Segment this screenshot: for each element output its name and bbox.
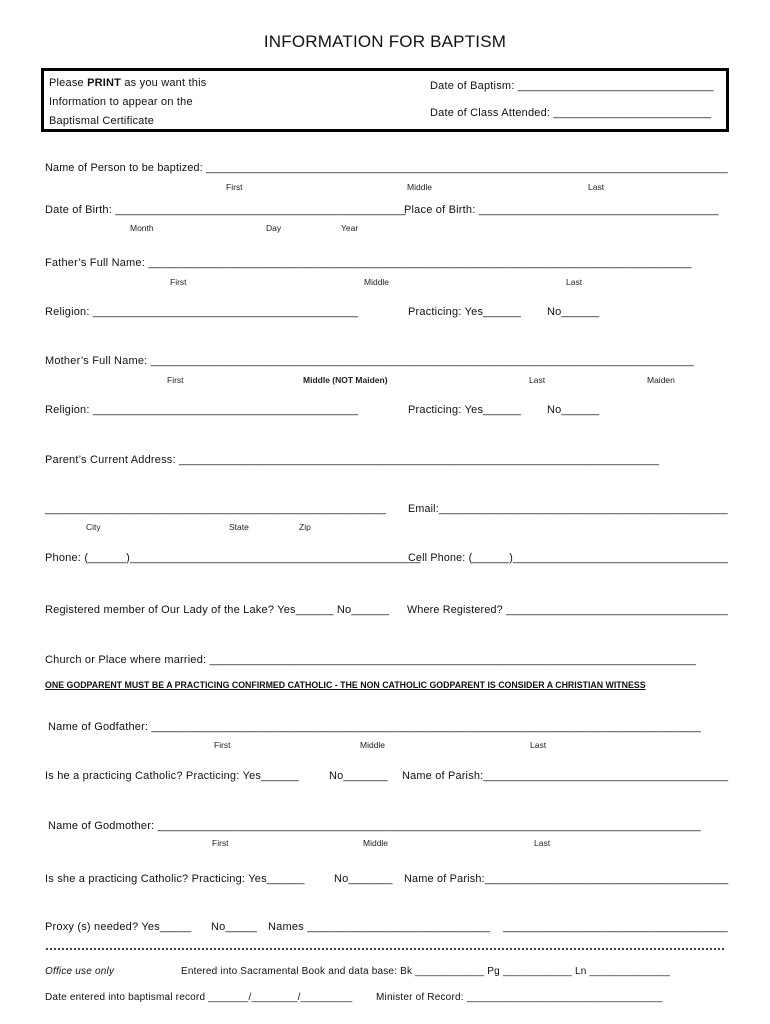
godmother-practicing-yes[interactable]: Is she a practicing Catholic? Practicing: Yes______ <box>45 873 305 885</box>
mother-first-label: First <box>167 375 184 385</box>
mother-practicing-yes[interactable]: Practicing: Yes______ <box>408 404 522 416</box>
print-instruction-line2: Information to appear on the <box>49 96 193 108</box>
person-name-field[interactable]: Name of Person to be baptized: ____________________________________________________________________________________ <box>45 162 728 174</box>
place-of-birth-field[interactable]: Place of Birth: ______________________________________ <box>404 204 719 216</box>
godfather-middle-label: Middle <box>360 740 386 750</box>
mother-middle-label: Middle (NOT Maiden) <box>303 375 388 385</box>
mother-name-field[interactable]: Mother’s Full Name: ______________________________________________________________________________________ <box>45 355 694 367</box>
print-instruction-line3: Baptismal Certificate <box>49 115 155 127</box>
registered-member-field[interactable]: Registered member of Our Lady of the Lake? Yes______ No______ <box>45 604 390 616</box>
father-name-field[interactable]: Father’s Full Name: ______________________________________________________________________________________ <box>45 257 692 269</box>
person-first-label: First <box>226 182 243 192</box>
birth-day-label: Day <box>266 223 282 233</box>
person-last-label: Last <box>588 182 605 192</box>
proxy-names-field[interactable]: Names _____________________________ <box>268 921 491 933</box>
proxy-no-field[interactable]: No_____ <box>211 921 258 933</box>
godmother-first-label: First <box>212 838 229 848</box>
person-middle-label: Middle <box>407 182 433 192</box>
godmother-practicing-no[interactable]: No_______ <box>334 873 393 885</box>
father-practicing-no[interactable]: No______ <box>547 306 600 318</box>
where-registered-field[interactable]: Where Registered? ____________________________________ <box>407 604 728 616</box>
godmother-parish-field[interactable]: Name of Parish:_______________________________________ <box>404 873 729 885</box>
print-instruction-line1: Please PRINT as you want this <box>49 77 207 89</box>
mother-practicing-no[interactable]: No______ <box>547 404 600 416</box>
proxy-names-second-field[interactable]: _____________________________________ <box>503 921 728 933</box>
date-entered-field[interactable]: Date entered into baptismal record _______/________/_________ <box>45 992 353 1003</box>
godparent-notice: ONE GODPARENT MUST BE A PRACTICING CONFIRMED CATHOLIC - THE NON CATHOLIC GODPARENT IS CONSIDER A CHRISTIAN WITNESS <box>45 680 646 690</box>
father-practicing-yes[interactable]: Practicing: Yes______ <box>408 306 522 318</box>
phone-field[interactable]: Phone: (______)______________________________________________ <box>45 552 421 564</box>
father-last-label: Last <box>566 277 583 287</box>
date-of-baptism-field[interactable]: Date of Baptism: _______________________________ <box>430 80 714 92</box>
godmother-middle-label: Middle <box>363 838 389 848</box>
birth-month-label: Month <box>130 223 154 233</box>
godfather-name-field[interactable]: Name of Godfather: _______________________________________________________________________________________ <box>48 721 702 733</box>
office-use-label: Office use only <box>45 966 115 977</box>
church-married-field[interactable]: Church or Place where married: _____________________________________________________________________________ <box>45 654 697 666</box>
office-divider <box>46 948 724 950</box>
email-field[interactable]: Email:_______________________________________________ <box>408 503 728 515</box>
city-state-zip-field[interactable]: ______________________________________________________ <box>45 503 387 515</box>
date-of-class-field[interactable]: Date of Class Attended: _________________________ <box>430 107 712 119</box>
proxy-yes-field[interactable]: Proxy (s) needed? Yes_____ <box>45 921 192 933</box>
mother-last-label: Last <box>529 375 546 385</box>
father-religion-field[interactable]: Religion: __________________________________________ <box>45 306 359 318</box>
form-title: INFORMATION FOR BAPTISM <box>263 32 507 51</box>
parent-address-field[interactable]: Parent’s Current Address: ____________________________________________________________________________ <box>45 454 660 466</box>
state-label: State <box>229 522 249 532</box>
minister-of-record-field[interactable]: Minister of Record: __________________________________ <box>376 992 663 1003</box>
birth-year-label: Year <box>341 223 359 233</box>
mother-maiden-label: Maiden <box>647 375 675 385</box>
city-label: City <box>86 522 101 532</box>
godfather-parish-field[interactable]: Name of Parish:_______________________________________ <box>402 770 729 782</box>
godfather-practicing-yes[interactable]: Is he a practicing Catholic? Practicing: Yes______ <box>45 770 299 782</box>
godfather-last-label: Last <box>530 740 547 750</box>
father-first-label: First <box>170 277 187 287</box>
godmother-last-label: Last <box>534 838 551 848</box>
zip-label: Zip <box>299 522 311 532</box>
godfather-practicing-no[interactable]: No_______ <box>329 770 388 782</box>
godmother-name-field[interactable]: Name of Godmother: ______________________________________________________________________________________ <box>48 820 701 832</box>
sacramental-book-entry[interactable]: Entered into Sacramental Book and data base: Bk ____________ Pg ____________ Ln ______________ <box>181 966 671 977</box>
date-of-birth-field[interactable]: Date of Birth: ______________________________________________ <box>45 204 406 216</box>
godfather-first-label: First <box>214 740 231 750</box>
mother-religion-field[interactable]: Religion: __________________________________________ <box>45 404 359 416</box>
cell-phone-field[interactable]: Cell Phone: (______)___________________________________ <box>408 552 729 564</box>
father-middle-label: Middle <box>364 277 390 287</box>
